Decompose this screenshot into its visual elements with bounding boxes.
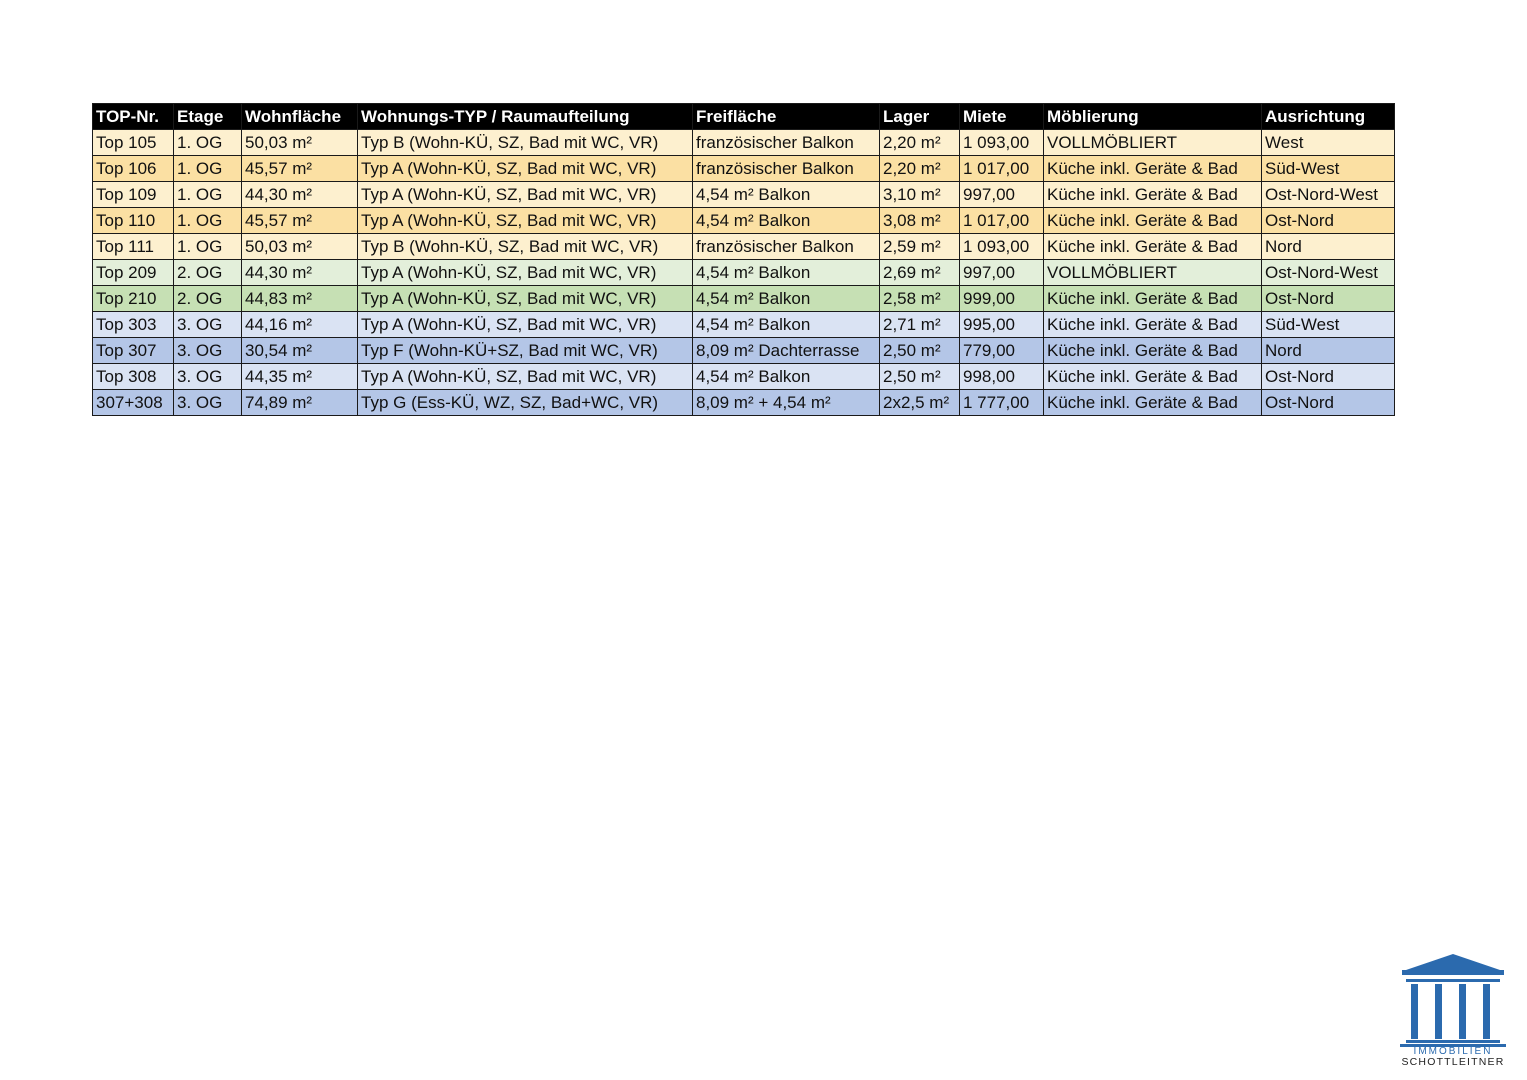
cell-top-nr: 307+308 xyxy=(93,390,174,416)
cell-freiflaeche: 4,54 m² Balkon xyxy=(693,364,880,390)
apartment-table xyxy=(92,103,1395,416)
cell-lager: 2,50 m² xyxy=(880,338,960,364)
cell-etage: 1. OG xyxy=(174,156,242,182)
cell-wohnflaeche: 44,35 m² xyxy=(242,364,358,390)
cell-freiflaeche: 4,54 m² Balkon xyxy=(693,260,880,286)
cell-etage: 3. OG xyxy=(174,338,242,364)
cell-ausrichtung: Ost-Nord xyxy=(1262,364,1395,390)
cell-ausrichtung: Süd-West xyxy=(1262,156,1395,182)
cell-freiflaeche: französischer Balkon xyxy=(693,234,880,260)
cell-etage: 3. OG xyxy=(174,390,242,416)
cell-wohnflaeche: 50,03 m² xyxy=(242,130,358,156)
cell-wohnflaeche: 74,89 m² xyxy=(242,390,358,416)
cell-miete: 1 093,00 xyxy=(960,234,1044,260)
cell-etage: 1. OG xyxy=(174,208,242,234)
logo-text-schottleitner: SCHOTTLEITNER xyxy=(1401,1056,1505,1068)
cell-top-nr: Top 110 xyxy=(93,208,174,234)
table-row xyxy=(93,312,1395,338)
cell-freiflaeche: 4,54 m² Balkon xyxy=(693,208,880,234)
cell-freiflaeche: 4,54 m² Balkon xyxy=(693,312,880,338)
cell-ausrichtung: Ost-Nord-West xyxy=(1262,182,1395,208)
cell-wohnflaeche: 44,30 m² xyxy=(242,182,358,208)
cell-moeblierung: Küche inkl. Geräte & Bad xyxy=(1044,286,1262,312)
cell-wohnflaeche: 30,54 m² xyxy=(242,338,358,364)
cell-freiflaeche: französischer Balkon xyxy=(693,130,880,156)
cell-wohnflaeche: 44,30 m² xyxy=(242,260,358,286)
header-moeblierung: Möblierung xyxy=(1044,104,1262,130)
cell-freiflaeche: französischer Balkon xyxy=(693,156,880,182)
cell-moeblierung: Küche inkl. Geräte & Bad xyxy=(1044,390,1262,416)
cell-moeblierung: Küche inkl. Geräte & Bad xyxy=(1044,338,1262,364)
cell-lager: 2,59 m² xyxy=(880,234,960,260)
cell-top-nr: Top 307 xyxy=(93,338,174,364)
logo-text-immobilien: IMMOBILIEN xyxy=(1413,1046,1493,1057)
header-wohnflaeche: Wohnfläche xyxy=(242,104,358,130)
cell-ausrichtung: Ost-Nord-West xyxy=(1262,260,1395,286)
cell-wohnungstyp: Typ A (Wohn-KÜ, SZ, Bad mit WC, VR) xyxy=(358,286,693,312)
cell-moeblierung: Küche inkl. Geräte & Bad xyxy=(1044,234,1262,260)
table-row xyxy=(93,156,1395,182)
cell-freiflaeche: 4,54 m² Balkon xyxy=(693,286,880,312)
cell-freiflaeche: 4,54 m² Balkon xyxy=(693,182,880,208)
cell-wohnflaeche: 45,57 m² xyxy=(242,156,358,182)
cell-wohnflaeche: 45,57 m² xyxy=(242,208,358,234)
cell-etage: 2. OG xyxy=(174,260,242,286)
cell-miete: 1 017,00 xyxy=(960,156,1044,182)
cell-moeblierung: Küche inkl. Geräte & Bad xyxy=(1044,156,1262,182)
cell-wohnungstyp: Typ A (Wohn-KÜ, SZ, Bad mit WC, VR) xyxy=(358,312,693,338)
header-lager: Lager xyxy=(880,104,960,130)
cell-etage: 1. OG xyxy=(174,182,242,208)
table-row xyxy=(93,234,1395,260)
cell-moeblierung: VOLLMÖBLIERT xyxy=(1044,260,1262,286)
cell-wohnungstyp: Typ B (Wohn-KÜ, SZ, Bad mit WC, VR) xyxy=(358,130,693,156)
cell-top-nr: Top 209 xyxy=(93,260,174,286)
table-row xyxy=(93,130,1395,156)
cell-wohnflaeche: 44,83 m² xyxy=(242,286,358,312)
header-etage: Etage xyxy=(174,104,242,130)
table-body xyxy=(93,130,1395,416)
header-ausrichtung: Ausrichtung xyxy=(1262,104,1395,130)
cell-wohnungstyp: Typ A (Wohn-KÜ, SZ, Bad mit WC, VR) xyxy=(358,364,693,390)
header-miete: Miete xyxy=(960,104,1044,130)
cell-top-nr: Top 308 xyxy=(93,364,174,390)
cell-wohnungstyp: Typ A (Wohn-KÜ, SZ, Bad mit WC, VR) xyxy=(358,260,693,286)
table-row xyxy=(93,338,1395,364)
cell-ausrichtung: Ost-Nord xyxy=(1262,286,1395,312)
cell-lager: 2,58 m² xyxy=(880,286,960,312)
cell-lager: 2,20 m² xyxy=(880,130,960,156)
cell-moeblierung: Küche inkl. Geräte & Bad xyxy=(1044,182,1262,208)
cell-ausrichtung: Ost-Nord xyxy=(1262,390,1395,416)
cell-etage: 3. OG xyxy=(174,312,242,338)
cell-ausrichtung: Süd-West xyxy=(1262,312,1395,338)
cell-etage: 3. OG xyxy=(174,364,242,390)
cell-lager: 3,08 m² xyxy=(880,208,960,234)
cell-moeblierung: Küche inkl. Geräte & Bad xyxy=(1044,312,1262,338)
table-row xyxy=(93,364,1395,390)
cell-miete: 995,00 xyxy=(960,312,1044,338)
cell-wohnungstyp: Typ A (Wohn-KÜ, SZ, Bad mit WC, VR) xyxy=(358,208,693,234)
table-row xyxy=(93,390,1395,416)
cell-miete: 997,00 xyxy=(960,260,1044,286)
cell-lager: 3,10 m² xyxy=(880,182,960,208)
cell-top-nr: Top 303 xyxy=(93,312,174,338)
header-top-nr: TOP-Nr. xyxy=(93,104,174,130)
cell-wohnflaeche: 50,03 m² xyxy=(242,234,358,260)
cell-miete: 1 093,00 xyxy=(960,130,1044,156)
cell-moeblierung: Küche inkl. Geräte & Bad xyxy=(1044,364,1262,390)
cell-miete: 1 017,00 xyxy=(960,208,1044,234)
cell-miete: 997,00 xyxy=(960,182,1044,208)
cell-top-nr: Top 109 xyxy=(93,182,174,208)
cell-moeblierung: Küche inkl. Geräte & Bad xyxy=(1044,208,1262,234)
cell-wohnungstyp: Typ A (Wohn-KÜ, SZ, Bad mit WC, VR) xyxy=(358,156,693,182)
cell-top-nr: Top 111 xyxy=(93,234,174,260)
table-row xyxy=(93,182,1395,208)
cell-top-nr: Top 105 xyxy=(93,130,174,156)
cell-miete: 998,00 xyxy=(960,364,1044,390)
header-wohnungstyp: Wohnungs-TYP / Raumaufteilung xyxy=(358,104,693,130)
cell-moeblierung: VOLLMÖBLIERT xyxy=(1044,130,1262,156)
cell-freiflaeche: 8,09 m² + 4,54 m² xyxy=(693,390,880,416)
cell-lager: 2,20 m² xyxy=(880,156,960,182)
cell-miete: 999,00 xyxy=(960,286,1044,312)
cell-wohnungstyp: Typ B (Wohn-KÜ, SZ, Bad mit WC, VR) xyxy=(358,234,693,260)
cell-ausrichtung: Nord xyxy=(1262,338,1395,364)
cell-freiflaeche: 8,09 m² Dachterrasse xyxy=(693,338,880,364)
table-row xyxy=(93,208,1395,234)
cell-wohnungstyp: Typ A (Wohn-KÜ, SZ, Bad mit WC, VR) xyxy=(358,182,693,208)
table-row xyxy=(93,286,1395,312)
cell-ausrichtung: West xyxy=(1262,130,1395,156)
table-header-row xyxy=(93,104,1395,130)
cell-wohnungstyp: Typ G (Ess-KÜ, WZ, SZ, Bad+WC, VR) xyxy=(358,390,693,416)
cell-ausrichtung: Nord xyxy=(1262,234,1395,260)
header-freiflaeche: Freifläche xyxy=(693,104,880,130)
cell-etage: 1. OG xyxy=(174,130,242,156)
cell-miete: 1 777,00 xyxy=(960,390,1044,416)
table-row xyxy=(93,260,1395,286)
cell-miete: 779,00 xyxy=(960,338,1044,364)
cell-ausrichtung: Ost-Nord xyxy=(1262,208,1395,234)
cell-wohnungstyp: Typ F (Wohn-KÜ+SZ, Bad mit WC, VR) xyxy=(358,338,693,364)
cell-top-nr: Top 210 xyxy=(93,286,174,312)
cell-etage: 1. OG xyxy=(174,234,242,260)
cell-etage: 2. OG xyxy=(174,286,242,312)
cell-lager: 2,69 m² xyxy=(880,260,960,286)
cell-lager: 2,71 m² xyxy=(880,312,960,338)
cell-wohnflaeche: 44,16 m² xyxy=(242,312,358,338)
cell-top-nr: Top 106 xyxy=(93,156,174,182)
cell-lager: 2x2,5 m² xyxy=(880,390,960,416)
cell-lager: 2,50 m² xyxy=(880,364,960,390)
